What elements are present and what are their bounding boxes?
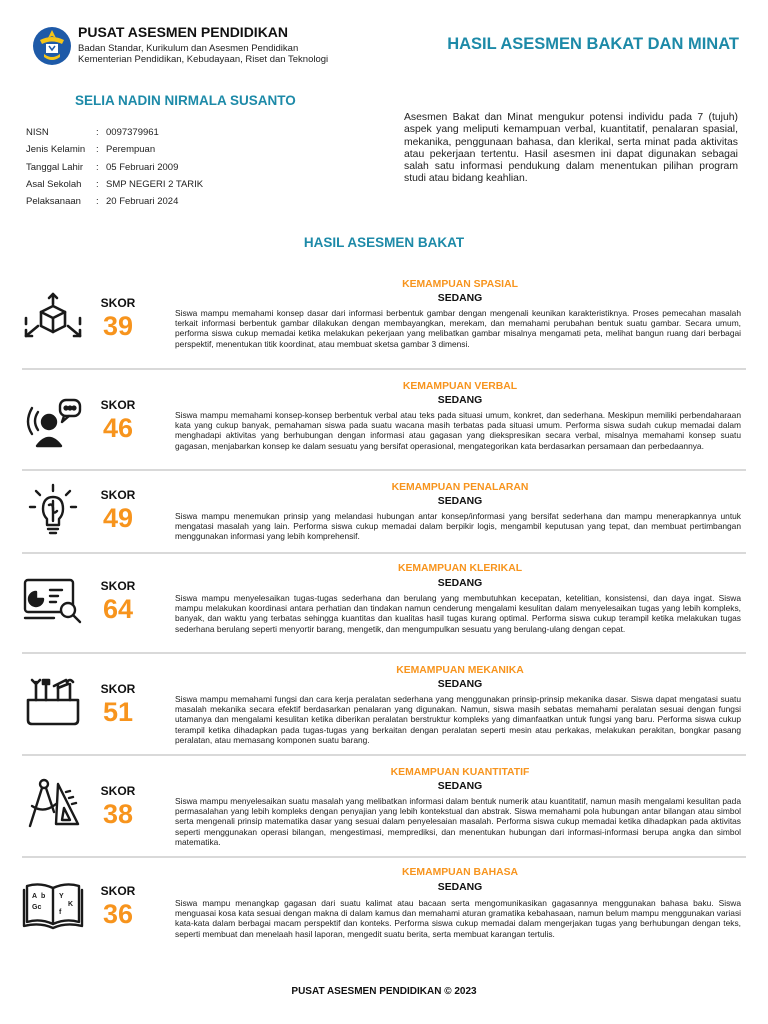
section-title: HASIL ASESMEN BAKAT [303, 235, 465, 250]
aspect-level: SEDANG [437, 882, 483, 893]
aspect-title: KEMAMPUAN MEKANIKA [396, 665, 524, 676]
aspect-card-penalaran [22, 475, 746, 554]
svg-text:Gc: Gc [32, 904, 42, 911]
aspect-card-klerikal [22, 558, 746, 654]
aspect-description: Siswa mampu menyelesaikan suatu masalah yang melibatkan informasi dalam bentuk numerik atau kuantitatif, namun masih mengalami kesulitan pada permasalahan yang lebih kompleks dengan penyajian yang lebih kontekstual dan abstrak. Siswa memahami pola hubungan antar bilangan atau simbol serta mengenali prinsip matematika dasar yang sesuai dalam penyelesaian masalah. Performa siswa cukup memadai ketika dihadapkan pada aktivitas seperti menggunakan operasi bilangan, mengestimasi, memprediksi, dan menentukan hubungan dari informasi-informasi berupa angka dan simbol matematika. [175, 796, 741, 847]
skor-label: SKOR [100, 398, 136, 412]
info-label: NISN [26, 127, 49, 138]
org-header [32, 24, 372, 68]
aspect-title: KEMAMPUAN KLERIKAL [397, 563, 523, 574]
skor-label: SKOR [100, 488, 136, 502]
svg-text:K: K [68, 901, 74, 908]
score-value: 51 [102, 697, 134, 727]
open-book-alphabet-icon [22, 876, 84, 934]
score-value: 46 [102, 413, 134, 443]
aspect-card-kuantitatif [22, 760, 746, 858]
score-value: 38 [102, 799, 134, 829]
aspect-title: KEMAMPUAN PENALARAN [391, 482, 529, 493]
aspect-level: SEDANG [437, 395, 483, 406]
divider [22, 368, 746, 370]
info-separator: : [96, 178, 99, 190]
svg-text:f: f [59, 909, 62, 916]
skor-label: SKOR [100, 579, 136, 593]
svg-text:A: A [32, 893, 38, 900]
org-subtitle-agency: Badan Standar, Kurikulum dan Asesmen Pendidikan [78, 43, 299, 54]
aspect-title: KEMAMPUAN SPASIAL [402, 279, 518, 290]
skor-label: SKOR [100, 884, 136, 898]
skor-label: SKOR [100, 682, 136, 696]
info-value: SMP NEGERI 2 TARIK [106, 178, 204, 190]
divider [22, 856, 746, 858]
aspect-card-mekanika [22, 658, 746, 756]
divider [22, 552, 746, 554]
score-value: 39 [102, 311, 134, 341]
score-value: 64 [102, 594, 134, 624]
brain-lightbulb-icon [22, 481, 84, 539]
aspect-title: KEMAMPUAN VERBAL [402, 381, 518, 392]
score-value: 36 [102, 899, 134, 929]
report-title: HASIL ASESMEN BAKAT DAN MINAT [447, 35, 739, 53]
info-separator: : [96, 161, 99, 173]
aspect-title: KEMAMPUAN BAHASA [401, 867, 519, 878]
info-separator: : [96, 144, 99, 156]
screen-chart-magnifier-icon [22, 570, 84, 628]
aspect-level: SEDANG [437, 293, 483, 304]
aspect-description: Siswa mampu memahami konsep-konsep berbentuk verbal atau teks pada situasi umum, konkret, dan sederhana. Meskipun memiliki perbendaharaan kata yang cukup banyak, pemahaman siswa pada suatu wacana masih terbatas pada situasi umum. Performa siswa sudah cukup memadai dalam menghadapi aktivitas yang berhubungan dengan informasi atau gagasan yang diekspresikan secara verbal, misalnya memahami konsep suatu gagasan, menjabarkan konsep ke dalam sesuatu yang bersifat operasional, mengategorikan kata berdasarkan persamaan dan perbedaannya. [175, 410, 741, 451]
info-label: Tanggal Lahir [26, 161, 84, 173]
aspect-card-verbal [22, 374, 746, 471]
divider [22, 754, 746, 756]
intro-paragraph: Asesmen Bakat dan Minat mengukur potensi individu pada 7 (tujuh) aspek yang meliputi kemampuan verbal, kuantitatif, penalaran spasial, mekanika, penggunaan bahasa, dan klerikal, serta minat pada aktivitas atau pekerjaan tertentu. Hasil asesmen ini dapat digunakan sebagai salah satu informasi pendukung dalam menentukan pilihan program studi atau bidang keahlian. [404, 112, 738, 185]
info-separator: : [96, 127, 99, 138]
aspect-level: SEDANG [437, 781, 483, 792]
tut-wuri-handayani-logo [32, 26, 72, 66]
info-value: Perempuan [106, 144, 156, 156]
aspect-description: Siswa mampu menyelesaikan tugas-tugas sederhana dan berulang yang membutuhkan kecepatan, ketelitian, konsistensi, dan daya ingat. Siswa mampu melakukan koordinasi antara perhatian dan tindakan namun cenderung mengalami kesulitan dalam menyelesaikan tugas yang lebih kompleks, banyak, dan waktu yang terbatas sehingga kuantitas dan kualitas hasil tugas kurang optimal. Performa siswa cukup terampil ketika melakukan tugas sederhana berulang seperti menyortir barang, mengetik, dan mengumpulkan sesuatu yang berulang-ulang dengan cepat. [175, 593, 741, 634]
cube-dimensions-icon [22, 288, 84, 346]
aspect-level: SEDANG [437, 578, 483, 589]
divider [22, 469, 746, 471]
info-label: Jenis Kelamin [26, 144, 86, 156]
aspect-description: Siswa mampu memahami konsep dasar dari informasi berbentuk gambar dengan mengenali keunikan karakteristiknya. Proses pemecahan masalah terkait informasi berbentuk gambar dilakukan dengan membayangkan, merekam, dan memahami perubahan bentuk suatu gambar. Secara umum, performa siswa cukup memadai ketika melakukan pekerjaan yang melibatkan gambar misalnya mengamati peta, melihat bangun ruang dari berbagai perspektif, menentukan titik koordinat, atau membuat sketsa gambar 3 dimensi. [175, 308, 741, 349]
student-name: SELIA NADIN NIRMALA SUSANTO [75, 93, 296, 108]
org-subtitle-ministry: Kementerian Pendidikan, Kebudayaan, Riset dan Teknologi [78, 54, 329, 65]
info-value: 05 Februari 2009 [106, 161, 179, 173]
score-value: 49 [102, 503, 134, 533]
svg-text:Y: Y [59, 893, 64, 900]
info-value: 0097379961 [106, 127, 159, 138]
aspect-level: SEDANG [437, 679, 483, 690]
org-name: PUSAT ASESMEN PENDIDIKAN [78, 24, 289, 40]
toolbox-icon [22, 674, 84, 732]
skor-label: SKOR [100, 784, 136, 798]
aspect-level: SEDANG [437, 496, 483, 507]
skor-label: SKOR [100, 296, 136, 310]
aspect-title: KEMAMPUAN KUANTITATIF [390, 767, 530, 778]
aspect-description: Siswa mampu menangkap gagasan dari suatu kalimat atau bacaan serta mengomunikasikan gagasannya menggunakan bahasa baku. Siswa menguasai kosa kata sesuai dengan makna di dalam kamus dan memahami aturan gramatika kebahasaan, namun belum mampu menggunakan variasi kata-kata dalam berbagai macam perspektif dan konteks. Performa siswa cukup memadai dalam mengerjakan tugas yang berhubungan dengan teks, seperti membuat dan menelaah hasil laporan, mengedit suatu berita, serta membuat karangan tertulis. [175, 898, 741, 939]
divider [22, 652, 746, 654]
svg-text:b: b [41, 893, 46, 900]
aspect-card-bahasa [22, 862, 746, 958]
aspect-description: Siswa mampu memahami fungsi dan cara kerja peralatan sederhana yang menggunakan prinsip-prinsip mekanika dasar. Siswa dapat mengatasi suatu masalah mekanika secara efektif berdasarkan penalaran yang digunakan. Namun, siswa masih sebatas memahami peralatan sesuai dengan fungsi utamanya dan mengalami kesulitan ketika diberikan peralatan berstruktur kompleks yang dimanfaatkan untuk fungsi yang baru. Performa siswa cukup terampil ketika dihadapkan pada tugas-tugas yang berkaitan dengan peralatan seperti mesin atau perkakas, melakukan perakitan, bongkar pasang peralatan, atau memasang komponen suatu barang. [175, 694, 741, 745]
aspect-card-spasial [22, 272, 746, 370]
info-label: Asal Sekolah [26, 178, 82, 190]
footer: PUSAT ASESMEN PENDIDIKAN © 2023 [291, 986, 477, 997]
person-speech-bubble-icon [22, 394, 84, 452]
aspect-description: Siswa mampu menemukan prinsip yang melandasi hubungan antar konsep/informasi yang bersifat sederhana dan mampu menerapkannya untuk mengatasi masalah yang lain. Performa siswa cukup memadai dalam berpikir logis, mengambil keputusan yang tepat, dan membuat pertimbangan menggunakan informasi yang lebih komprehensif. [175, 511, 741, 542]
info-label: Pelaksanaan [26, 196, 81, 208]
info-value: 20 Februari 2024 [106, 196, 179, 208]
info-separator: : [96, 196, 99, 208]
compass-ruler-icon [22, 776, 84, 834]
